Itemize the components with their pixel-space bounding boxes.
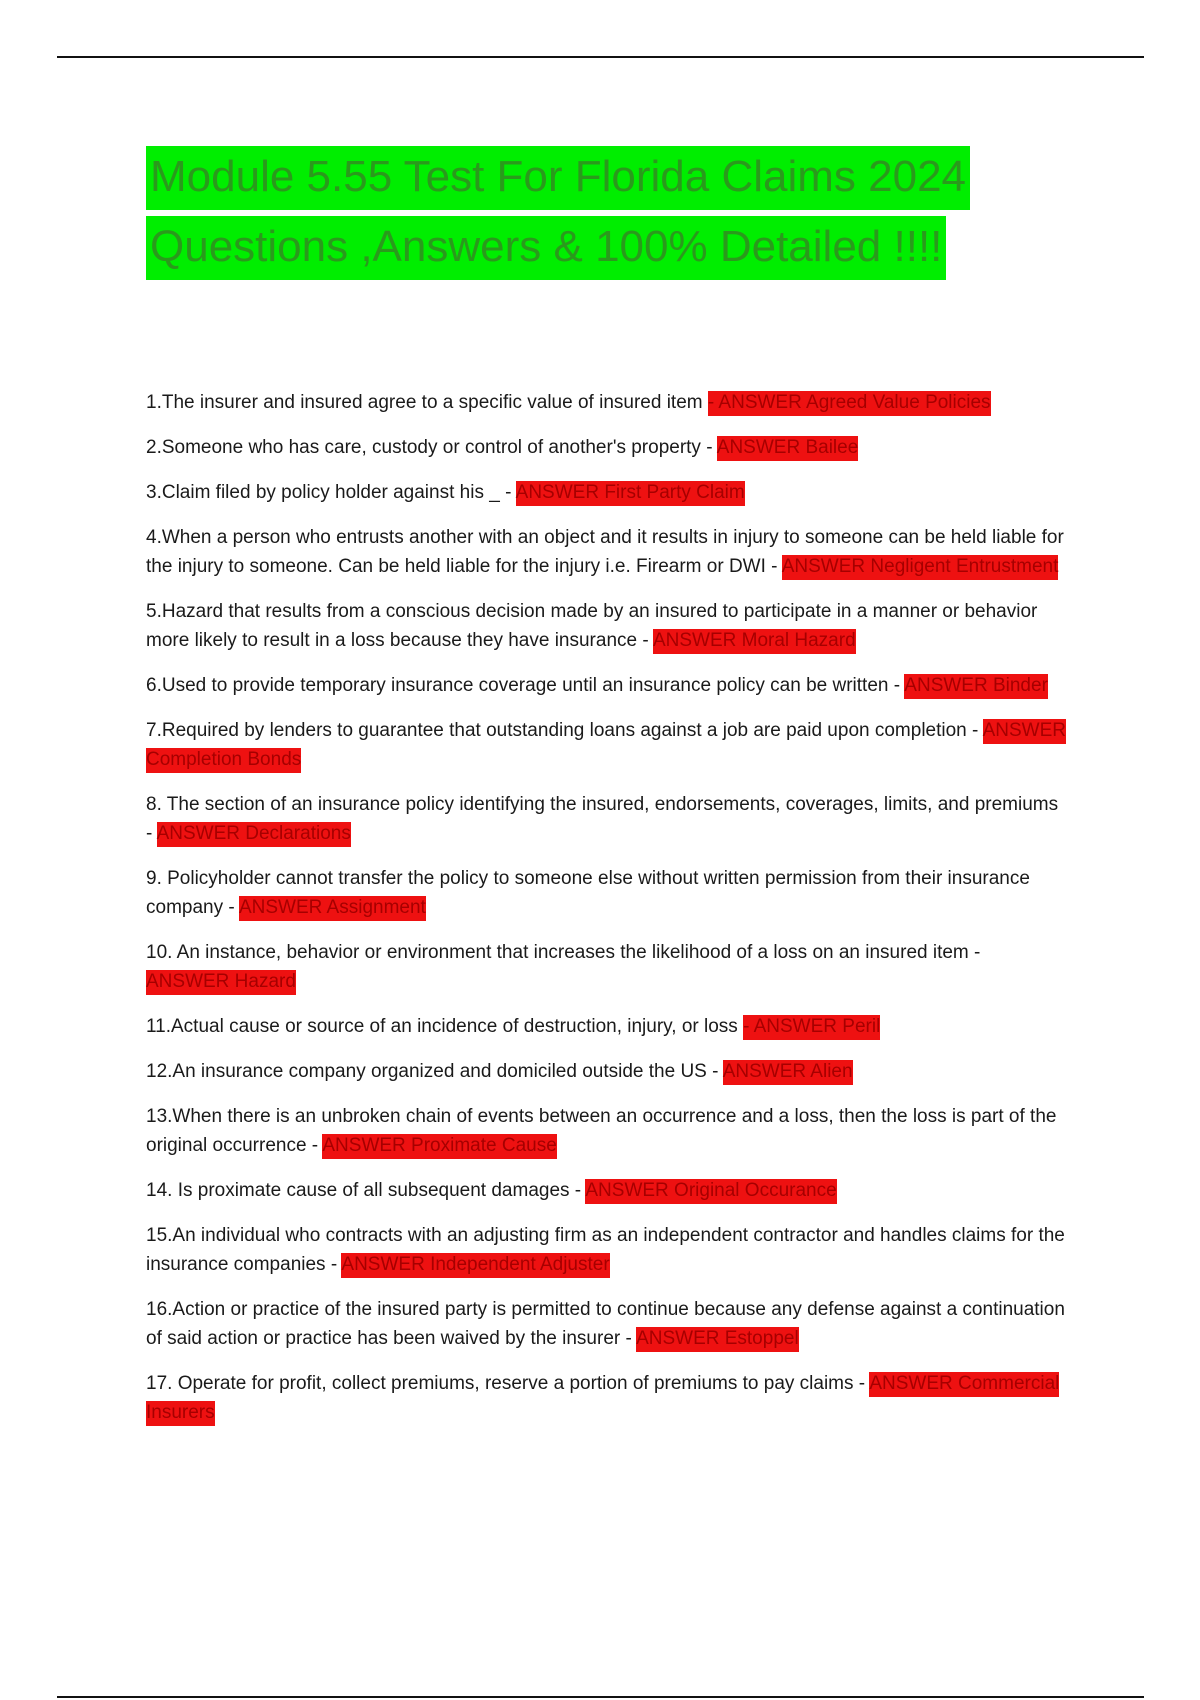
- answer-highlight: ANSWER Commercial Insurers: [146, 1372, 1059, 1426]
- question-text: 1.The insurer and insured agree to a specific value of insured item: [146, 392, 708, 413]
- question-text: 5.Hazard that results from a conscious decision made by an insured to participate in a manner or behavior more likely to result in a loss because they have insurance -: [146, 601, 1038, 651]
- qa-item: [146, 1176, 1066, 1205]
- answer-highlight: ANSWER Binder: [904, 674, 1048, 699]
- question-text: 17. Operate for profit, collect premiums, reserve a portion of premiums to pay claims -: [146, 1373, 870, 1394]
- question-text: 10. An instance, behavior or environment that increases the likelihood of a loss on an insured item -: [146, 942, 981, 963]
- answer-highlight: - ANSWER Peril: [743, 1015, 880, 1040]
- question-text: 2.Someone who has care, custody or control of another's property -: [146, 437, 717, 458]
- answer-highlight: ANSWER Bailee: [717, 436, 859, 461]
- qa-item: [146, 1221, 1066, 1279]
- qa-item: [146, 388, 1066, 417]
- question-text: 4.When a person who entrusts another with an object and it results in injury to someone can be held liable for the injury to someone. Can be held liable for the injury i.e. Firearm or DWI -: [146, 527, 1064, 577]
- document-title: [146, 146, 1036, 286]
- answer-highlight: - ANSWER Agreed Value Policies: [708, 391, 991, 416]
- answer-highlight: ANSWER Negligent Entrustment: [782, 555, 1059, 580]
- bottom-rule: [57, 1696, 1144, 1698]
- question-text: 15.An individual who contracts with an adjusting firm as an independent contractor and handles claims for the insurance companies -: [146, 1225, 1065, 1275]
- title-line-1: Module 5.55 Test For Florida Claims 2024: [146, 146, 970, 210]
- question-text: 11.Actual cause or source of an incidence of destruction, injury, or loss: [146, 1016, 744, 1037]
- answer-highlight: ANSWER Independent Adjuster: [341, 1253, 609, 1278]
- answer-highlight: ANSWER Original Occurance: [585, 1179, 836, 1204]
- question-text: 6.Used to provide temporary insurance coverage until an insurance policy can be written -: [146, 675, 905, 696]
- question-text: 7.Required by lenders to guarantee that outstanding loans against a job are paid upon completion -: [146, 720, 983, 741]
- question-text: 16.Action or practice of the insured party is permitted to continue because any defense against a continuation of said action or practice has been waived by the insurer -: [146, 1299, 1065, 1349]
- question-text: 14. Is proximate cause of all subsequent damages -: [146, 1180, 586, 1201]
- answer-highlight: ANSWER Estoppel: [636, 1327, 799, 1352]
- qa-item: [146, 716, 1066, 774]
- answer-highlight: ANSWER Assignment: [239, 896, 426, 921]
- answer-highlight: ANSWER Alien: [723, 1060, 853, 1085]
- question-text: 13.When there is an unbroken chain of events between an occurrence and a loss, then the loss is part of the original occurrence -: [146, 1106, 1057, 1156]
- qa-item: [146, 1012, 1066, 1041]
- qa-item: [146, 1057, 1066, 1086]
- qa-item: [146, 864, 1066, 922]
- qa-item: [146, 433, 1066, 462]
- title-line-2: Questions ,Answers & 100% Detailed !!!!: [146, 216, 946, 280]
- qa-item: [146, 671, 1066, 700]
- qa-item: [146, 938, 1066, 996]
- answer-highlight: ANSWER Moral Hazard: [653, 629, 856, 654]
- question-text: 8. The section of an insurance policy identifying the insured, endorsements, coverages, limits, and premiums -: [146, 794, 1059, 844]
- answer-highlight: ANSWER Declarations: [157, 822, 351, 847]
- top-rule: [57, 56, 1144, 58]
- question-text: 9. Policyholder cannot transfer the policy to someone else without written permission from their insurance company -: [146, 868, 1030, 918]
- answer-highlight: ANSWER Hazard: [146, 970, 296, 995]
- question-text: 12.An insurance company organized and domiciled outside the US -: [146, 1061, 723, 1082]
- qa-item: [146, 1295, 1066, 1353]
- answer-highlight: ANSWER Proximate Cause: [322, 1134, 556, 1159]
- answer-highlight: ANSWER Completion Bonds: [146, 719, 1066, 773]
- qa-item: [146, 790, 1066, 848]
- qa-list: [146, 388, 1066, 1443]
- qa-item: [146, 1102, 1066, 1160]
- answer-highlight: ANSWER First Party Claim: [516, 481, 745, 506]
- qa-item: [146, 597, 1066, 655]
- qa-item: [146, 478, 1066, 507]
- qa-item: [146, 1369, 1066, 1427]
- qa-item: [146, 523, 1066, 581]
- question-text: 3.Claim filed by policy holder against his _ -: [146, 482, 516, 503]
